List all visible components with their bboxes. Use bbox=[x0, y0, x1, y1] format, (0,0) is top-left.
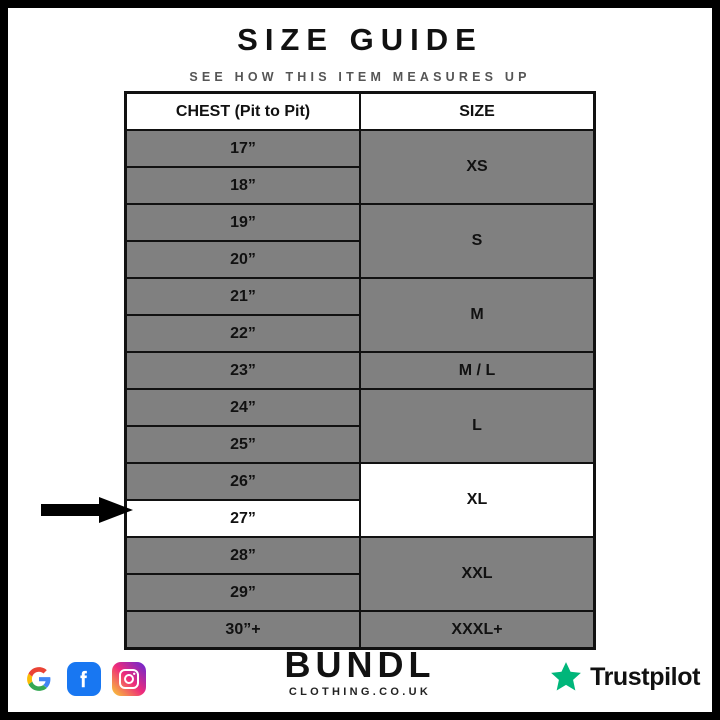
chest-value: 26” bbox=[126, 463, 361, 500]
table-row bbox=[126, 389, 595, 426]
column-header-size: SIZE bbox=[360, 93, 595, 131]
size-value-selected: XL bbox=[360, 463, 595, 537]
size-value: M bbox=[360, 278, 595, 352]
size-value: XS bbox=[360, 130, 595, 204]
size-table-wrapper bbox=[124, 91, 596, 650]
chest-value: 18” bbox=[126, 167, 361, 204]
page-title: SIZE GUIDE bbox=[237, 22, 483, 57]
size-table bbox=[124, 91, 596, 650]
size-value: XXL bbox=[360, 537, 595, 611]
social-links bbox=[22, 662, 146, 696]
chest-value: 22” bbox=[126, 315, 361, 352]
trustpilot-star-icon bbox=[549, 660, 583, 694]
table-row bbox=[126, 352, 595, 389]
chest-value: 29” bbox=[126, 574, 361, 611]
table-row bbox=[126, 204, 595, 241]
trustpilot-label: Trustpilot bbox=[590, 662, 700, 691]
chest-value: 23” bbox=[126, 352, 361, 389]
selected-size-arrow-icon bbox=[41, 497, 133, 523]
size-guide-card bbox=[8, 8, 712, 712]
size-value: M / L bbox=[360, 352, 595, 389]
chest-value: 17” bbox=[126, 130, 361, 167]
table-row bbox=[126, 130, 595, 167]
page-subtitle: SEE HOW THIS ITEM MEASURES UP bbox=[189, 70, 531, 84]
table-row bbox=[126, 537, 595, 574]
size-value: XXXL+ bbox=[360, 611, 595, 649]
table-row-selected bbox=[126, 463, 595, 500]
table-header-row bbox=[126, 93, 595, 131]
chest-value: 20” bbox=[126, 241, 361, 278]
brand-website: CLOTHING.CO.UK bbox=[288, 686, 432, 698]
trustpilot-badge[interactable] bbox=[549, 660, 700, 694]
size-value: L bbox=[360, 389, 595, 463]
column-header-chest: CHEST (Pit to Pit) bbox=[126, 93, 361, 131]
chest-value: 21” bbox=[126, 278, 361, 315]
instagram-icon[interactable] bbox=[112, 662, 146, 696]
chest-value-selected: 27” bbox=[126, 500, 361, 537]
chest-value: 24” bbox=[126, 389, 361, 426]
chest-value: 19” bbox=[126, 204, 361, 241]
chest-value: 28” bbox=[126, 537, 361, 574]
table-row bbox=[126, 611, 595, 649]
chest-value: 30”+ bbox=[126, 611, 361, 649]
facebook-icon[interactable] bbox=[67, 662, 101, 696]
size-value: S bbox=[360, 204, 595, 278]
brand-name: BUNDL bbox=[284, 644, 436, 685]
google-icon[interactable] bbox=[22, 662, 56, 696]
chest-value: 25” bbox=[126, 426, 361, 463]
table-row bbox=[126, 278, 595, 315]
